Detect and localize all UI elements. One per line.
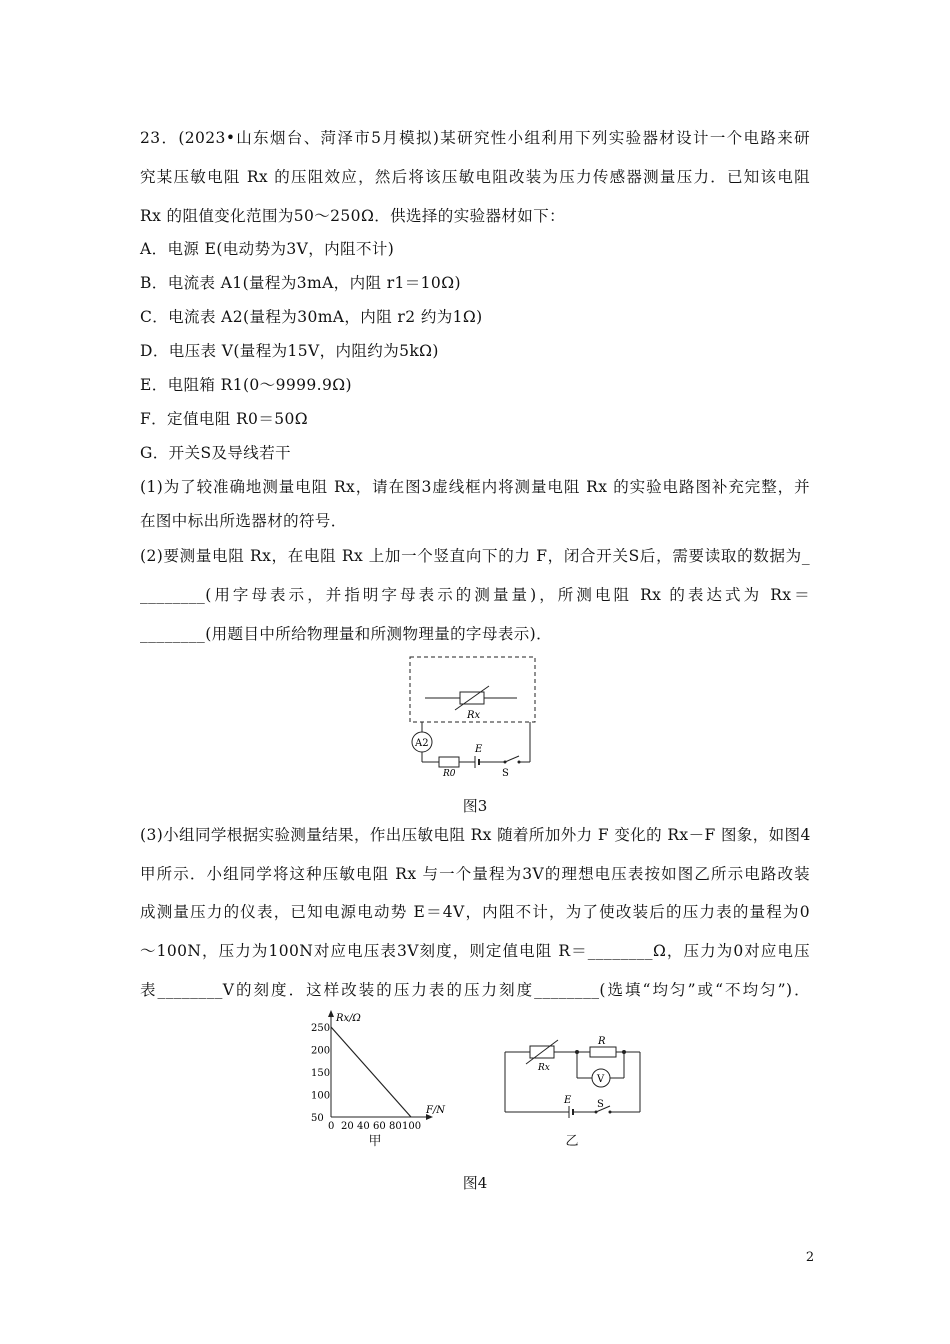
text-line: D．电压表 V(量程为15V，内阻约为5kΩ) [140, 342, 439, 360]
chart-x-label: F/N [426, 1105, 446, 1116]
text-line: C．电流表 A2(量程为30mA，内阻 r2 约为1Ω) [140, 308, 483, 326]
chart-x-tick-label: 100 [402, 1121, 422, 1132]
chart-y-tick-label: 100 [311, 1090, 331, 1102]
text-line: 究某压敏电阻 Rx 的压阻效应，然后将该压敏电阻改装为压力传感器测量压力．已知该电阻 [140, 168, 810, 186]
fig4-rx-label: Rx [538, 1063, 550, 1073]
text-line: (2)要测量电阻 Rx，在电阻 Rx 上加一个竖直向下的力 F，闭合开关S后，需要读取的数据为_ [140, 547, 810, 565]
chart-x-tick-label: 0 [328, 1121, 335, 1132]
text-line: 23．(2023•山东烟台、菏泽市5月模拟)某研究性小组利用下列实验器材设计一个电路来研 [140, 129, 810, 147]
text-line: (1)为了较准确地测量电阻 Rx，请在图3虚线框内将测量电阻 Rx 的实验电路图补充完整，并 [140, 478, 810, 496]
chart-y-tick-label: 150 [311, 1068, 331, 1079]
page-number: 2 [805, 1250, 815, 1265]
chart-x-tick-label: 60 [373, 1121, 386, 1132]
text-line: ________(用字母表示，并指明字母表示的测量量)，所测电阻 Rx 的表达式为 Rx＝ [140, 586, 810, 604]
chart-series-line [331, 1027, 411, 1117]
chart-y-label: Rx/Ω [336, 1013, 361, 1024]
fig3-a2-label: A2 [415, 738, 429, 749]
fig4-s-label: S [597, 1099, 604, 1110]
figure-4-circuit [500, 1035, 650, 1135]
figure-4-jia-label: 甲 [368, 1134, 382, 1149]
text-line: 成测量压力的仪表，已知电源电动势 E＝4V，内阻不计，为了使改装后的压力表的量程为0 [140, 903, 810, 921]
figure-4-caption: 图4 [462, 1174, 488, 1192]
figure-3-caption: 图3 [462, 797, 488, 815]
chart-y-tick-label: 50 [311, 1113, 324, 1124]
chart-y-arrow [328, 1010, 334, 1017]
text-line: 在图中标出所选器材的符号． [140, 512, 347, 530]
chart-x-tick-label: 80 [389, 1121, 402, 1132]
text-line: 表________V的刻度．这样改装的压力表的压力刻度________(选填“均匀”或“不均匀”)． [140, 981, 810, 999]
text-line: B．电流表 A1(量程为3mA，内阻 r1＝10Ω) [140, 274, 461, 292]
text-line: F．定值电阻 R0＝50Ω [140, 410, 308, 428]
fig3-r0-label: R0 [443, 769, 456, 777]
fig4-v-label: V [597, 1074, 605, 1085]
text-line: G．开关S及导线若干 [140, 444, 292, 462]
text-line: ________(用题目中所给物理量和所测物理量的字母表示)． [140, 625, 552, 643]
figure-3-circuit [395, 652, 545, 777]
chart-y-tick-label: 250 [311, 1023, 331, 1034]
fig4-r-label: R [598, 1036, 606, 1047]
fig3-e-label: E [475, 744, 483, 755]
chart-y-tick-label: 200 [311, 1045, 331, 1057]
text-line: A．电源 E(电动势为3V，内阻不计) [140, 240, 395, 258]
fig4-e-label: E [564, 1095, 572, 1106]
figure-4-chart [298, 1010, 458, 1140]
chart-x-tick-label: 20 [341, 1121, 354, 1132]
fig3-s-label: S [502, 768, 509, 777]
figure-4-yi-label: 乙 [565, 1134, 579, 1149]
text-line: E．电阻箱 R1(0～9999.9Ω) [140, 376, 352, 394]
text-line: 甲所示．小组同学将这种压敏电阻 Rx 与一个量程为3V的理想电压表按如图乙所示电路改装 [140, 865, 810, 883]
text-line: (3)小组同学根据实验测量结果，作出压敏电阻 Rx 随着所加外力 F 变化的 Rx－F 图象，如图4 [140, 826, 811, 844]
fig3-rx-label: Rx [467, 710, 481, 721]
chart-x-tick-label: 40 [357, 1121, 370, 1132]
text-line: Rx 的阻值变化范围为50～250Ω．供选择的实验器材如下： [140, 207, 565, 225]
text-line: ～100N，压力为100N对应电压表3V刻度，则定值电阻 R＝________Ω，压力为0对应电压 [140, 942, 810, 960]
